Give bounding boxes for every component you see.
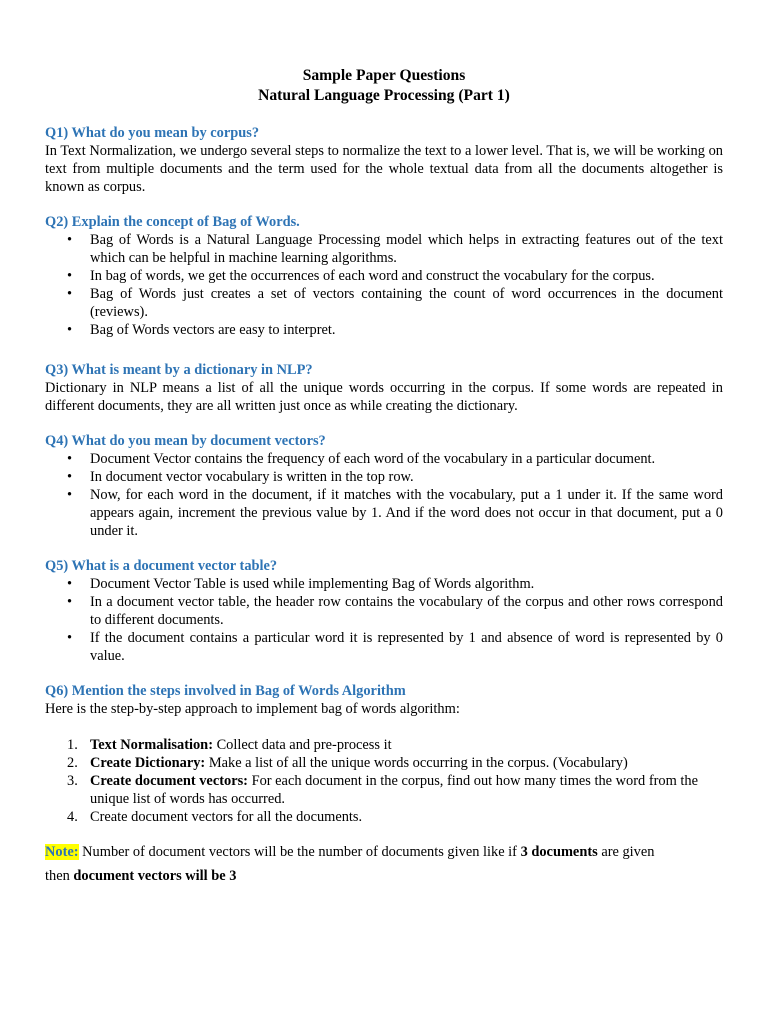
intro-paragraph: Here is the step-by-step approach to implement bag of words algorithm:	[45, 701, 460, 717]
question-block-2	[45, 213, 723, 339]
step-title: Text Normalisation:	[90, 737, 213, 753]
list-item: • In a document vector table, the header row contains the vocabulary of the corpus and other rows correspond to different documents.	[90, 593, 723, 629]
note-bold: 3 documents	[520, 844, 598, 860]
list-item	[67, 808, 723, 826]
question-block-6	[45, 682, 723, 826]
step-number: 3.	[67, 773, 78, 789]
step-number: 2.	[67, 755, 78, 771]
bullet-list	[45, 450, 723, 540]
note-text: then	[45, 868, 74, 884]
list-item: • Document Vector contains the frequency of each word of the vocabulary in a particular document.	[90, 450, 723, 468]
question-heading: Q1) What do you mean by corpus?	[45, 125, 260, 141]
question-heading: Q2) Explain the concept of Bag of Words.	[45, 214, 300, 230]
answer-paragraph: Dictionary in NLP means a list of all the unique words occurring in the corpus. If some words are repeated in different documents, they are all written just once as while creating the dictionary.	[45, 380, 723, 414]
step-number: 4.	[67, 809, 78, 825]
step-text: Collect data and pre-process it	[212, 737, 392, 753]
note-line-2	[45, 867, 723, 885]
document-page	[45, 66, 723, 885]
list-item: • Now, for each word in the document, if it matches with the vocabulary, put a 1 under it. If the same word appears again, increment the previous value by 1. And if the word does not occur in that document, put a 0 under it.	[90, 486, 723, 540]
title-line-1: Sample Paper Questions	[302, 67, 466, 84]
question-heading: Q6) Mention the steps involved in Bag of Words Algorithm	[45, 683, 406, 699]
list-item	[67, 736, 723, 754]
note-text: Number of document vectors will be the number of documents given like if	[78, 844, 521, 860]
list-item	[67, 772, 723, 808]
question-block-3	[45, 361, 723, 415]
question-block-1	[45, 124, 723, 196]
step-number: 1.	[67, 737, 78, 753]
note-bold: document vectors will be 3	[73, 868, 237, 884]
bullet-list	[45, 575, 723, 665]
list-item: • In bag of words, we get the occurrences of each word and construct the vocabulary for the corpus.	[90, 267, 723, 285]
step-text: Create document vectors for all the documents.	[90, 809, 363, 825]
list-item	[67, 754, 723, 772]
question-heading: Q5) What is a document vector table?	[45, 558, 278, 574]
bullet-list	[45, 231, 723, 339]
note-block	[45, 843, 723, 885]
step-title: Create document vectors:	[90, 773, 248, 789]
step-title: Create Dictionary:	[90, 755, 206, 771]
note-label: Note:	[45, 844, 79, 860]
list-item: • If the document contains a particular word it is represented by 1 and absence of word is represented by 0 value.	[90, 629, 723, 665]
note-text: are given	[597, 844, 655, 860]
question-block-4	[45, 432, 723, 540]
list-item: • Bag of Words is a Natural Language Processing model which helps in extracting features out of the text which can be helpful in machine learning algorithms.	[90, 231, 723, 267]
list-item: • In document vector vocabulary is written in the top row.	[90, 468, 723, 486]
question-heading: Q4) What do you mean by document vectors?	[45, 433, 326, 449]
note-line-1	[45, 843, 723, 861]
list-item: • Bag of Words just creates a set of vectors containing the count of word occurrences in the document (reviews).	[90, 285, 723, 321]
step-text: Make a list of all the unique words occurring in the corpus. (Vocabulary)	[205, 755, 628, 771]
list-item: • Bag of Words vectors are easy to interpret.	[90, 321, 723, 339]
question-heading: Q3) What is meant by a dictionary in NLP?	[45, 362, 313, 378]
list-item: • Document Vector Table is used while implementing Bag of Words algorithm.	[90, 575, 723, 593]
title-line-2: Natural Language Processing (Part 1)	[258, 87, 510, 104]
question-block-5	[45, 557, 723, 665]
step-text: For each document in the corpus, find out how many times the word from the unique list of words has occurred.	[90, 773, 698, 807]
steps-list	[45, 736, 723, 826]
answer-paragraph: In Text Normalization, we undergo several steps to normalize the text to a lower level. That is, we will be working on text from multiple documents and the term used for the whole textual data from all the documents altogether is known as corpus.	[45, 143, 723, 195]
